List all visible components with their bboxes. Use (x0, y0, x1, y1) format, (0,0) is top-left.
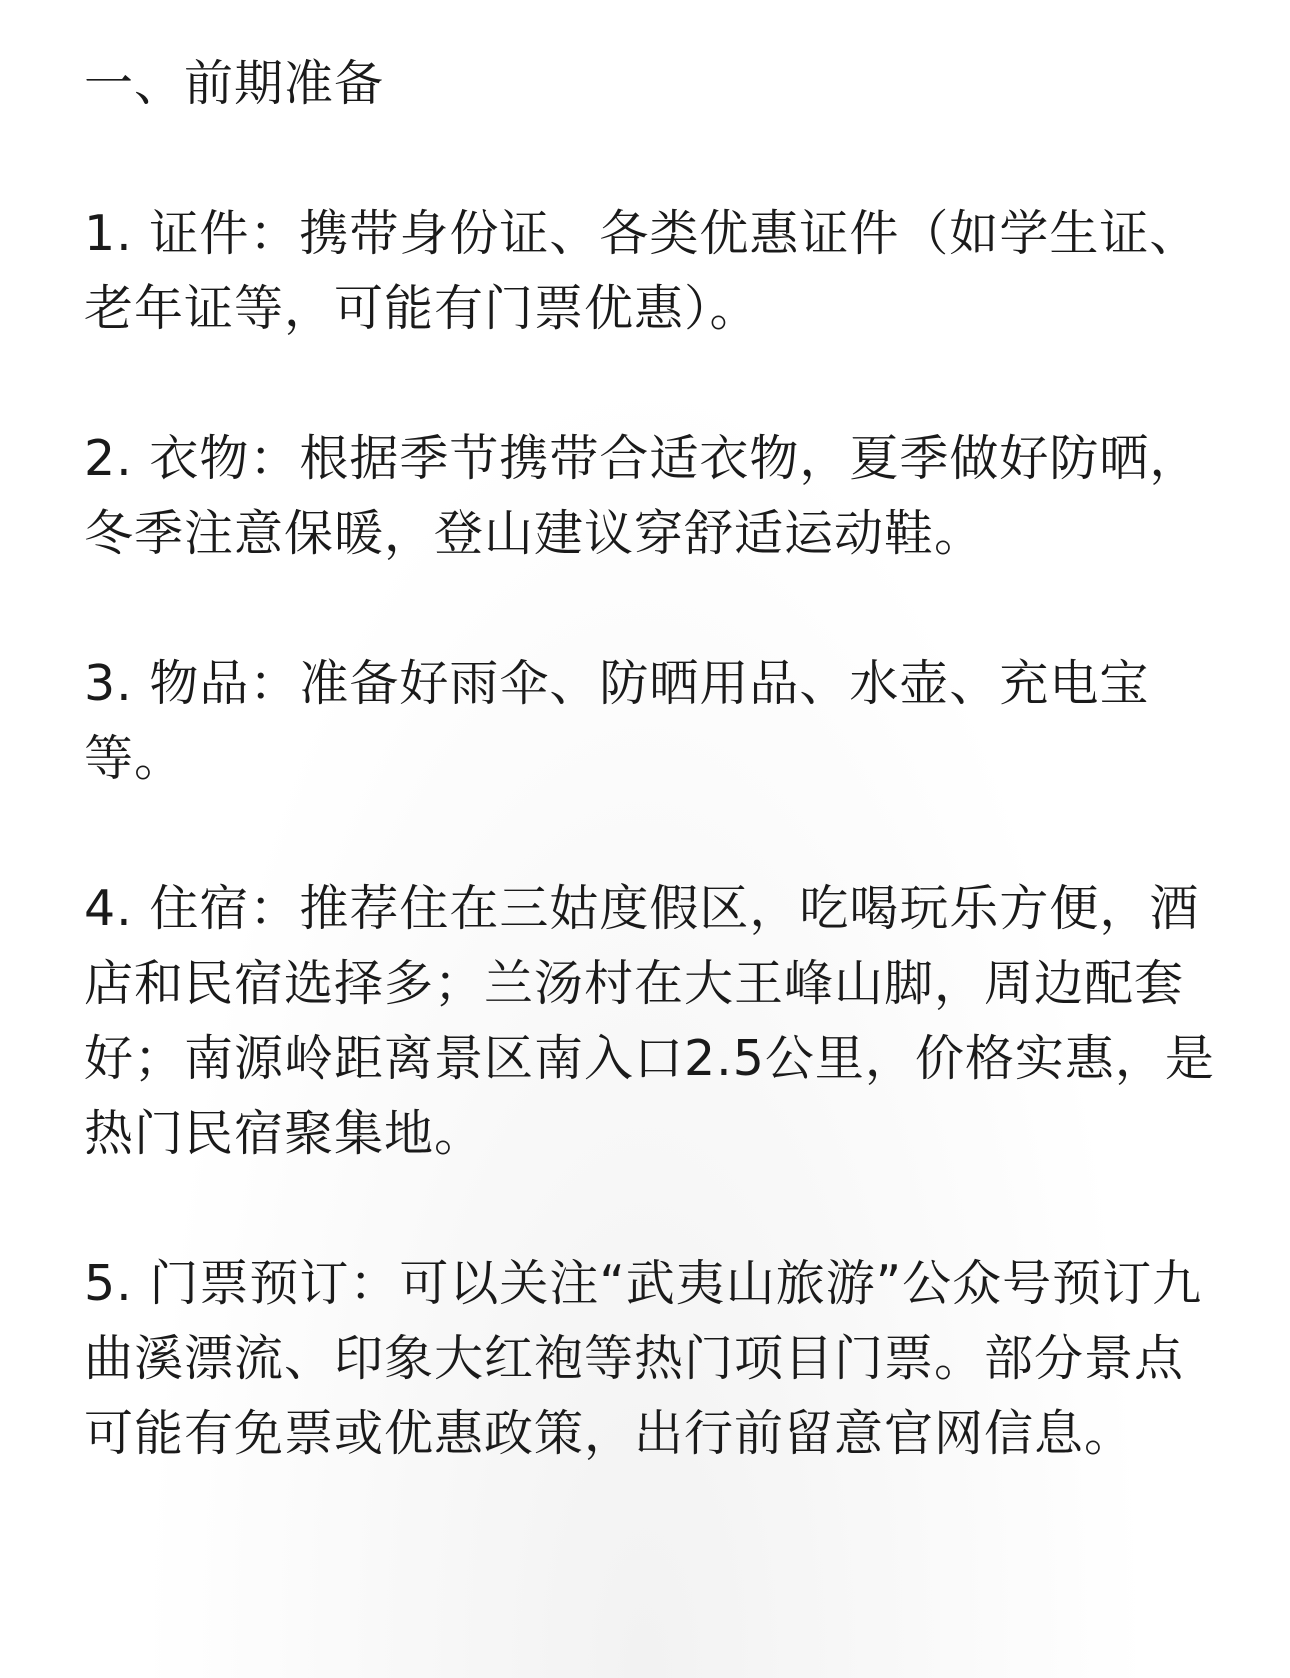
section-heading: 一、前期准备 (84, 55, 385, 112)
list-item-supplies: 3. 物品：准备好雨伞、防晒用品、水壶、充电宝等。 (84, 655, 1150, 787)
list-item-ticket-booking: 5. 门票预订：可以关注“武夷山旅游”公众号预订九曲溪漂流、印象大红袍等热门项目门票。部分景点可能有免票或优惠政策，出行前留意官网信息。 (84, 1255, 1203, 1462)
list-item-accommodation: 4. 住宿：推荐住在三姑度假区，吃喝玩乐方便，酒店和民宿选择多；兰汤村在大王峰山脚，周边配套好；南源岭距离景区南入口2.5公里，价格实惠，是热门民宿聚集地。 (84, 880, 1215, 1162)
list-item-documents: 1. 证件：携带身份证、各类优惠证件（如学生证、老年证等，可能有门票优惠）。 (84, 205, 1200, 337)
list-item-clothing: 2. 衣物：根据季节携带合适衣物，夏季做好防晒，冬季注意保暖，登山建议穿舒适运动鞋。 (84, 430, 1200, 562)
document-body (84, 46, 1224, 1471)
